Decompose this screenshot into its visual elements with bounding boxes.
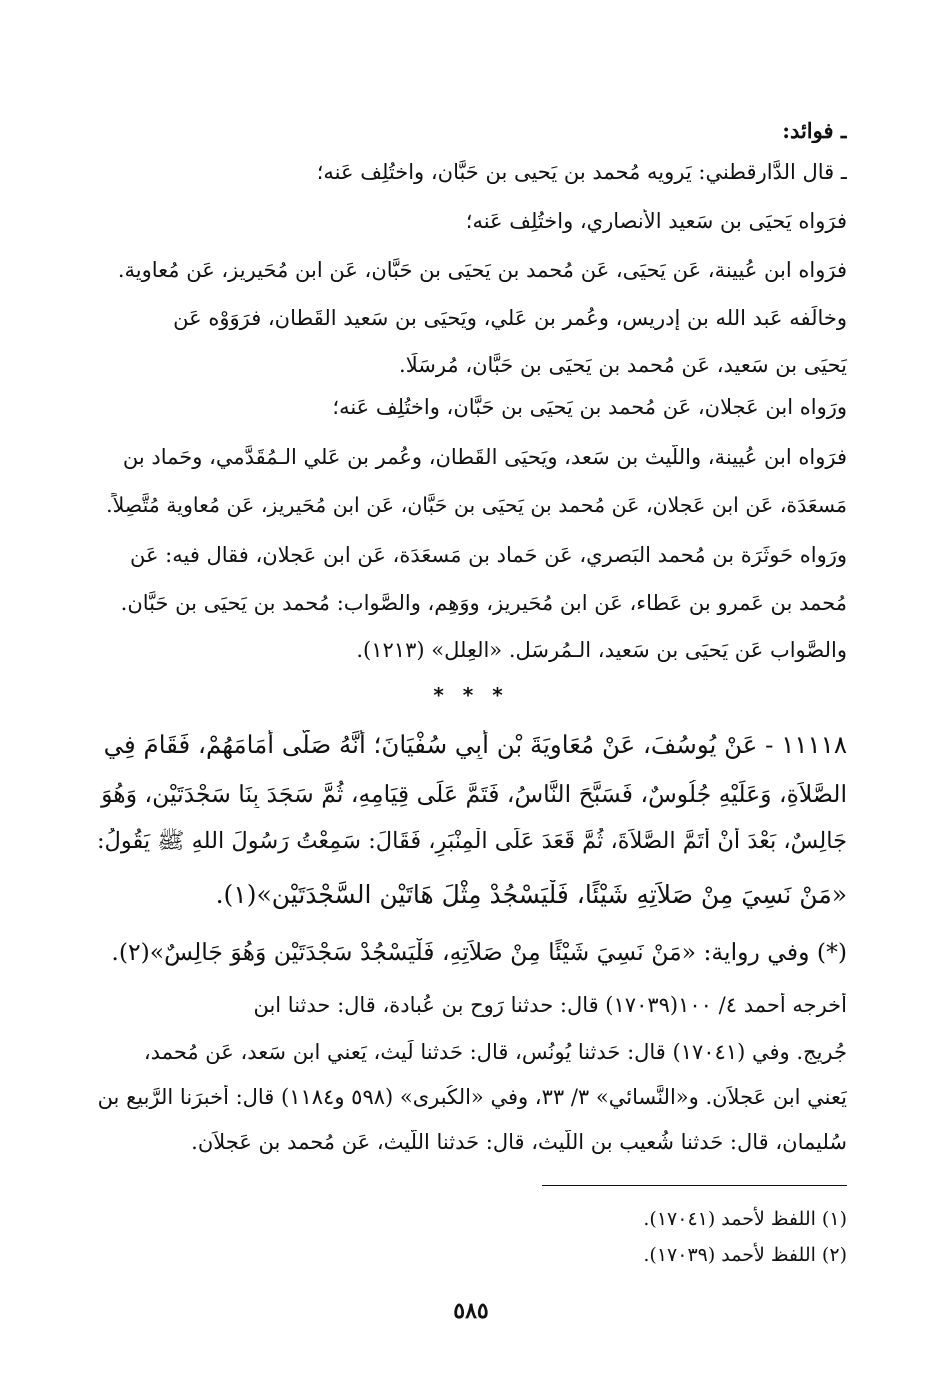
text-line: فرَواه ابن عُيينة، واللَّيث بن سَعد، ويَحيَى القَطان، وعُمر بن عَلي الـمُقَدَّمي، وحَماد بن (122, 445, 847, 469)
text-line: وخالَفه عَبد الله بن إِدريس، وعُمر بن عَلي، ويَحيَى بن سَعيد القَطان، فرَوَوْه عَن (173, 306, 847, 330)
takhrij-line: يَعني ابن عَجلاَن. و«النَّسائي» ٣/ ٣٣، وفي «الكُبرى» (٥٩٨ و١١٨٤) قال: أَخبرَنا الرَّبيع بن (97, 1085, 847, 1109)
footnote: (٢) اللفظ لأحمد (١٧٠٣٩). (643, 1244, 847, 1266)
text-line: والصَّواب عَن يَحيَى بن سَعيد، الـمُرسَل. «العِلل» (١٢١٣). (356, 638, 847, 662)
text-line: ـ قال الدَّارقطني: يَرويه مُحمد بن يَحيى بن حَبَّان، واختُلِف عَنه؛ (316, 160, 847, 184)
section-heading: ـ فوائد: (782, 118, 847, 143)
hadith-line: ١١١١٨ - عَنْ يُوسُفَ، عَنْ مُعَاوِيَةَ بْنِ أَبِي سُفْيَانَ؛ أَنَّهُ صَلَّى أَمَامَهُمْ، فَقَامَ فِي (103, 730, 847, 759)
text-line: فرَواه يَحيَى بن سَعيد الأَنصاري، واختُلِف عَنه؛ (465, 209, 847, 233)
text-line: فرَواه ابن عُيينة، عَن يَحيَى، عَن مُحمد بن يَحيَى بن حَبَّان، عَن ابن مُحَيريز، عَن مُعاوية. (117, 258, 847, 282)
text-line: يَحيَى بن سَعيد، عَن مُحمد بن يَحيَى بن حَبَّان، مُرسَلًا. (399, 353, 847, 377)
takhrij-line: أخرجه أحمد ٤/ ١٠٠(١٧٠٣٩) قال: حدثنا رَوح بن عُبادة، قال: حدثنا ابن (253, 993, 847, 1017)
page-number: ٥٨٥ (453, 1298, 489, 1324)
takhrij-line: سُليمان، قال: حَدثنا شُعيب بن اللَّيث، قال: حَدثنا اللَّيث، عَن مُحمد بن عَجلاَن. (191, 1130, 847, 1154)
text-line: مُحمد بن عَمرو بن عَطاء، عَن ابن مُحَيريز، ووَهِم، والصَّواب: مُحمد بن يَحيَى بن حَبَّان. (120, 591, 847, 615)
hadith-line: الصَّلاَةِ، وَعَلَيْهِ جُلُوسٌ، فَسَبَّحَ النَّاسُ، فَتَمَّ عَلَى قِيَامِهِ، ثُمَّ سَجَدَ بِنَا سَجْدَتَيْنِ، وَهُوَ (101, 780, 847, 808)
text-line: مَسعَدَة، عَن ابن عَجلان، عَن مُحمد بن يَحيَى بن حَبَّان، عَن ابن مُحَيريز، عَن مُعاوية مُتَّصِلاً. (106, 493, 847, 517)
section-divider: * * * (433, 683, 509, 707)
hadith-line: «مَنْ نَسِيَ مِنْ صَلاَتِهِ شَيْئًا، فَلْيَسْجُدْ مِثْلَ هَاتَيْنِ السَّجْدَتَيْنِ»(١). (215, 880, 847, 909)
takhrij-line: جُريج. وفي (١٧٠٤١) قال: حَدثنا يُونُس، قال: حَدثنا لَيث، يَعني ابن سَعد، عَن مُحمد، (143, 1040, 847, 1064)
text-line: ورَواه ابن عَجلان، عَن مُحمد بن يَحيَى بن حَبَّان، واختُلِف عَنه؛ (332, 395, 847, 419)
text-line: ورَواه حَوثَرَة بن مُحمد البَصري، عَن حَماد بن مَسعَدَة، عَن ابن عَجلان، فقال فيه: عَن (129, 543, 847, 567)
hadith-variant-line: (*) وفي رواية: «مَنْ نَسِيَ شَيْئًا مِنْ صَلاَتِهِ، فَلْيَسْجُدْ سَجْدَتَيْنِ وَهُوَ جَالِسٌ»(٢). (111, 938, 847, 966)
footnote: (١) اللفظ لأحمد (١٧٠٤١). (643, 1208, 847, 1230)
footnote-rule (542, 1185, 847, 1186)
hadith-line: جَالِسٌ، بَعْدَ أَنْ أَتَمَّ الصَّلاَةَ، ثُمَّ قَعَدَ عَلَى الْمِنْبَرِ، فَقَالَ: سَمِعْتُ رَسُولَ اللهِ ﷺ يَقُولُ: (97, 828, 847, 854)
